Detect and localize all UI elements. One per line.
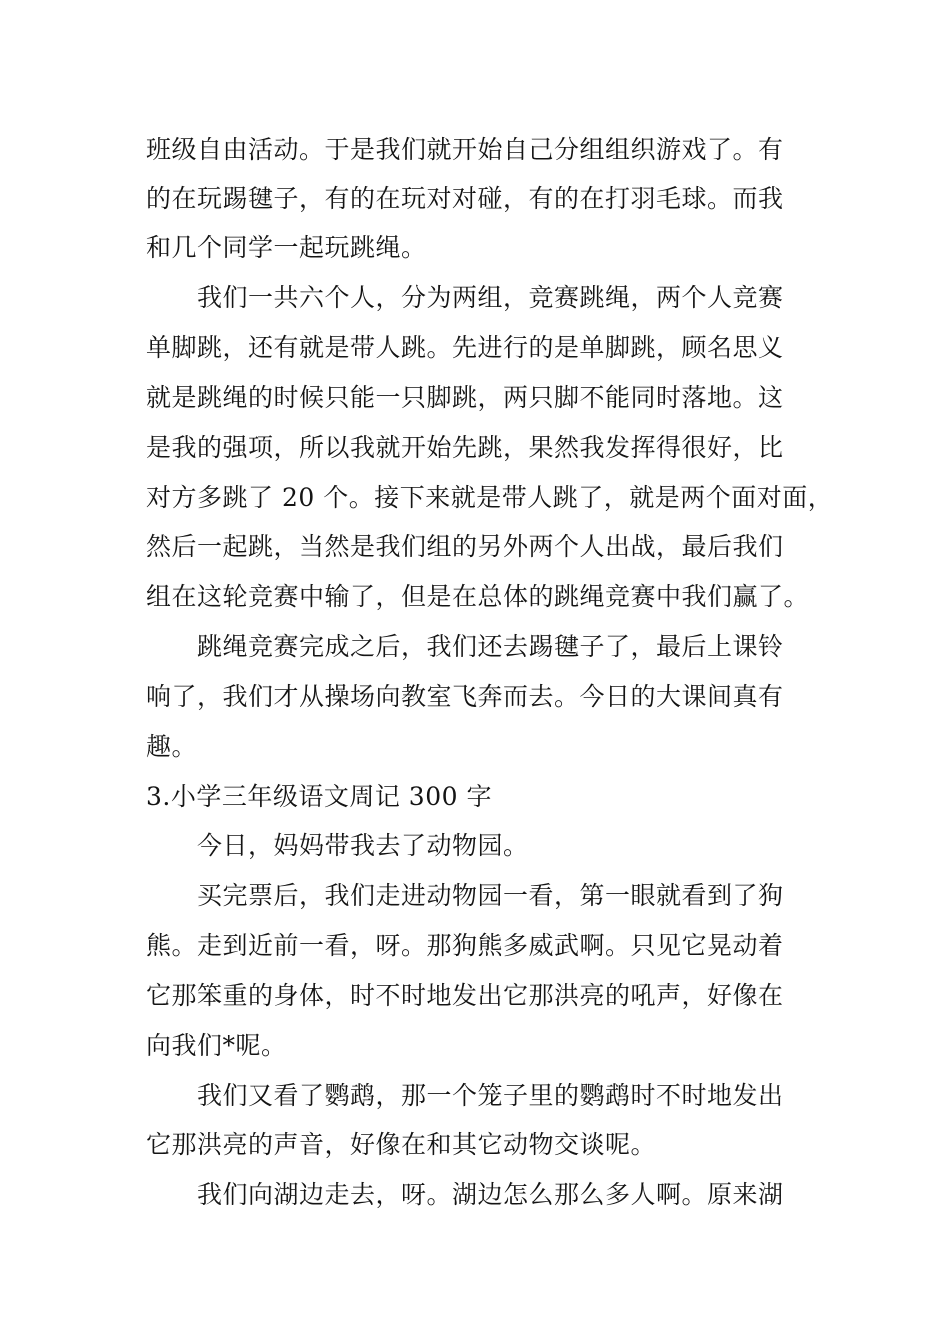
text-line: 然后一起跳，当然是我们组的另外两个人出战，最后我们: [146, 532, 784, 561]
text-line: 今日，妈妈带我去了动物园。: [197, 831, 529, 860]
text-line: 和几个同学一起玩跳绳。: [146, 233, 427, 262]
text-line: 就是跳绳的时候只能一只脚跳，两只脚不能同时落地。这: [146, 383, 784, 412]
text-line: 我们又看了鹦鹉，那一个笼子里的鹦鹉时不时地发出: [197, 1081, 784, 1110]
text-line: 我们一共六个人，分为两组，竞赛跳绳，两个人竞赛: [197, 283, 784, 312]
text-line: 组在这轮竞赛中输了，但是在总体的跳绳竞赛中我们赢了。: [146, 582, 810, 611]
text-line: 买完票后，我们走进动物园一看，第一眼就看到了狗: [197, 881, 784, 910]
text-line: 向我们*呢。: [146, 1031, 287, 1060]
text-line: 跳绳竞赛完成之后，我们还去踢毽子了，最后上课铃: [197, 632, 784, 661]
text-line: 它那洪亮的声音，好像在和其它动物交谈呢。: [146, 1130, 657, 1159]
text-line: 它那笨重的身体，时不时地发出它那洪亮的吼声，好像在: [146, 981, 784, 1010]
text-line: 班级自由活动。于是我们就开始自己分组组织游戏了。有: [146, 135, 784, 164]
text-line: 对方多跳了 20 个。接下来就是带人跳了，就是两个面对面，: [146, 483, 834, 512]
text-line: 单脚跳，还有就是带人跳。先进行的是单脚跳，顾名思义: [146, 333, 784, 362]
text-line: 是我的强项，所以我就开始先跳，果然我发挥得很好，比: [146, 433, 784, 462]
text-line: 趣。: [146, 732, 198, 761]
section-heading: 3.小学三年级语文周记 300 字: [146, 782, 492, 811]
text-line: 的在玩踢毽子，有的在玩对对碰，有的在打羽毛球。而我: [146, 184, 784, 213]
text-line: 我们向湖边走去，呀。湖边怎么那么多人啊。原来湖: [197, 1180, 784, 1209]
text-line: 响了，我们才从操场向教室飞奔而去。今日的大课间真有: [146, 682, 784, 711]
text-line: 熊。走到近前一看，呀。那狗熊多威武啊。只见它晃动着: [146, 931, 784, 960]
